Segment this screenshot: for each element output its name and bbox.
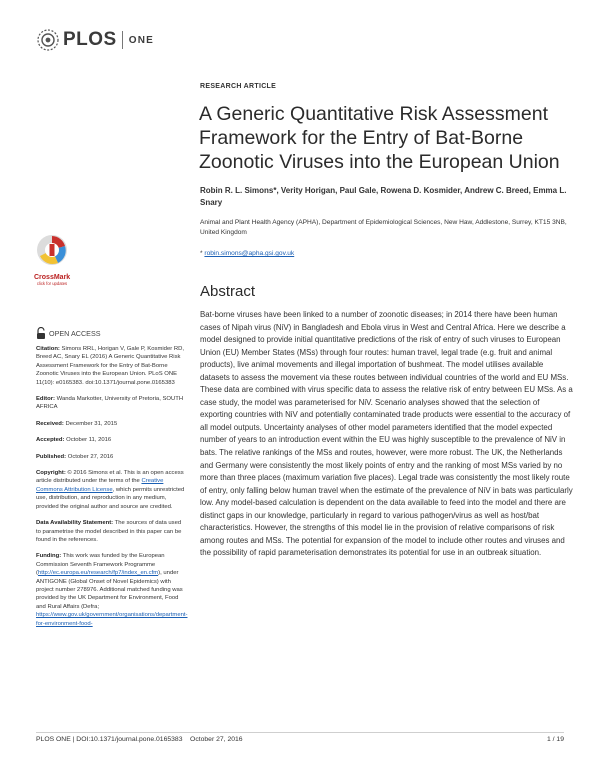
- email-link[interactable]: robin.simons@apha.gsi.gov.uk: [204, 250, 295, 257]
- email-star: *: [200, 250, 203, 257]
- citation: Citation: Simons RRL, Horigan V, Gale P, Kosmider RD, Breed AC, Snary EL (2016) A Generic Quantitative Risk Assessment Framework for the Entry of Bat-Borne Zoonotic Viruses into the European Union. PLoS ONE 11(10): e0165383. doi:10.1371/journal.pone.0165383: [36, 346, 184, 386]
- accepted-date: Accepted: October 11, 2016: [36, 437, 112, 444]
- abstract-text: Bat-borne viruses have been linked to a number of zoonotic diseases; in 2014 there have been human cases of Nipah virus (NiV) in Bangladesh and Ebola virus in West and Central Africa. Here we describe a model designed to provide initial quantitative predictions of the risk of entry of such viruses to European Union (EU) Member States (MSs) through four routes: human travel, legal trade (e.g. fruit and animal products), live animal movements and illegal importation of bushmeat. The model utilises available datasets to assess the movement via these routes between individual countries of the world and EU MSs. These data are combined with virus specific data to assess the relative risk of entry between EU MSs. As a case study, the model was parameterised for NiV. Scenario analyses showed that the selection of exporting countries with NiV and potentially contaminated trade products were essential to the accuracy of all model outputs. Uncertainty analyses of other model parameters identified that the model expected number of years to an introduction event within the EU was highly susceptible to the prevalence of NiV in bats. The relative rankings of the MSs and routes, however, were more robust. The UK, the Netherlands and Germany were consistently the most likely points of entry and the ranking of most MSs varied by no more than three places (maximum variation five places). Legal trade was consistently the most likely route of entry, only falling below human travel when the estimate of the prevalence of NiV in bats was particularly low. Any model-based calculation is dependent on the data available to feed into the model and there are distinct gaps in our knowledge, particularly in regard to various pathogen/virus as well as host/bat characteristics. However, the strengths of this model lie in the provision of relative comparisons of risk among routes and MSs. The potential for expansion of the model to include other routes and viruses and the possibility of rapid parameterisation demonstrates its potential for use in an outbreak situation.: [200, 310, 573, 558]
- funding: Funding: This work was funded by the European Commission Seventh Framework Programme (http://ec.europa.eu/research/fp7/index_en.cfm), under ANTIGONE (Global Onset of Novel Epidemics) with project number 278976. Additional matched funding was provided by the UK Department for Environment, Food and Rural Affairs (Defra; https://www.gov.uk/government/organisations/department-for-environment-food-: [36, 553, 188, 627]
- footer-divider: [36, 732, 564, 733]
- open-access-label: OPEN ACCESS: [49, 328, 101, 338]
- plos-rings-icon: [36, 28, 60, 52]
- crossmark-badge[interactable]: [34, 232, 70, 286]
- article-metadata: [36, 345, 186, 636]
- affiliation: Animal and Plant Health Agency (APHA), Department of Epidemiological Sciences, New Haw, Addlestone, Surrey, KT15 3NB, United Kingdom: [200, 219, 567, 236]
- section-label: RESEARCH ARTICLE: [200, 83, 277, 90]
- license-link[interactable]: Creative Commons Attribution License: [36, 478, 164, 493]
- received-date: Received: December 31, 2015: [36, 420, 118, 427]
- journal-logo[interactable]: [36, 27, 154, 53]
- crossmark-icon: [34, 232, 70, 268]
- crossmark-label: CrossMark: [34, 274, 71, 281]
- corresponding-email: [200, 250, 294, 257]
- published-date: Published: October 27, 2016: [36, 453, 114, 460]
- defra-link[interactable]: https://www.gov.uk/government/organisations/department-for-environment-food-: [36, 612, 188, 627]
- brand-name: PLOS: [63, 29, 117, 50]
- open-lock-icon: [36, 327, 46, 339]
- author-list: Robin R. L. Simons*, Verity Horigan, Paul Gale, Rowena D. Kosmider, Andrew C. Breed, Emma L. Snary: [200, 186, 567, 207]
- abstract-heading: Abstract: [200, 283, 256, 300]
- open-access-badge: [36, 327, 101, 339]
- page-number: 1 / 19: [546, 736, 564, 743]
- article-title: A Generic Quantitative Risk Assessment Framework for the Entry of Bat-Borne Zoonotic Viruses into the European Union: [199, 103, 560, 173]
- journal-name: ONE: [128, 34, 155, 46]
- footer-doi: PLOS ONE | DOI:10.1371/journal.pone.0165383 October 27, 2016: [36, 736, 243, 743]
- crossmark-sublabel: click for updates: [36, 281, 68, 286]
- editor: Editor: Wanda Markotter, University of Pretoria, SOUTH AFRICA: [36, 396, 184, 411]
- copyright: Copyright: © 2016 Simons et al. This is an open access article distributed under the terms of the Creative Commons Attribution License, which permits unrestricted use, distribution, and reproduction in any medium, provided the original author and source are credited.: [36, 470, 185, 510]
- data-availability: Data Availability Statement: The sources of data used to parametrise the model described in this paper can be found in the references.: [36, 520, 182, 543]
- fp7-link[interactable]: http://ec.europa.eu/research/fp7/index_en.cfm: [37, 570, 159, 577]
- logo-divider: [122, 31, 123, 49]
